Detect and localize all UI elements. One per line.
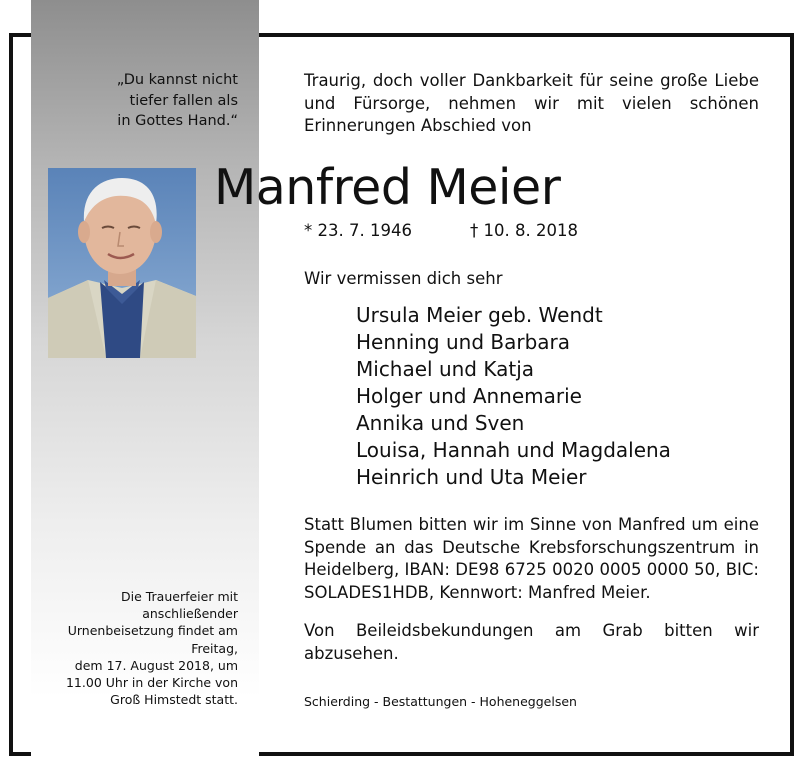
condolence-note: Von Beileidsbekundungen am Grab bitten wir abzusehen.: [304, 621, 759, 663]
service-line: 11.00 Uhr in der Kirche von: [65, 675, 238, 691]
mourner: Henning und Barbara: [356, 330, 571, 354]
deceased-name: Manfred Meier: [214, 159, 561, 216]
mourners-list: [356, 302, 671, 491]
mourner: Ursula Meier geb. Wendt: [356, 303, 603, 327]
service-line: Urnenbeisetzung findet am: [67, 623, 238, 639]
miss-you-line: Wir vermissen dich sehr: [304, 269, 503, 288]
mourner: Louisa, Hannah und Magdalena: [356, 438, 671, 462]
funeral-home-credit: Schierding - Bestattungen - Hoheneggelsen: [304, 694, 577, 709]
quote-line: in Gottes Hand.“: [117, 113, 238, 129]
birth-date: * 23. 7. 1946: [304, 221, 412, 240]
quote-line: tiefer fallen als: [129, 92, 238, 109]
service-line: Die Trauerfeier mit: [120, 589, 238, 604]
service-line: anschließender: [142, 606, 238, 622]
mourner: Heinrich und Uta Meier: [356, 465, 587, 489]
service-line: dem 17. August 2018, um: [74, 657, 238, 673]
quote-line: „Du kannst nicht: [116, 72, 238, 88]
intro-text: Traurig, doch voller Dankbarkeit für seine große Liebe und Fürsorge, nehmen wir mit vielen schönen Erinnerungen Abschied von: [304, 71, 759, 135]
service-line: Freitag,: [191, 640, 238, 656]
life-dates: [304, 220, 578, 242]
service-line: Groß Himstedt statt.: [110, 692, 238, 708]
mourner: Holger und Annemarie: [356, 384, 582, 408]
funeral-service-info: [40, 588, 238, 708]
bible-quote: [40, 70, 238, 132]
portrait-photo: [48, 168, 196, 358]
mourner: Michael und Katja: [356, 357, 535, 381]
donation-request: Statt Blumen bitten wir im Sinne von Manfred um eine Spende an das Deutsche Krebsforschungszentrum in Heidelberg, IBAN: DE98 6725 0020 0005 0000 50, BIC: SOLADES1HDB, Kennwort: Manfred Meier.: [304, 515, 759, 602]
death-date: † 10. 8. 2018: [470, 221, 578, 240]
portrait-illustration: [48, 168, 196, 358]
mourner: Annika und Sven: [356, 411, 525, 435]
